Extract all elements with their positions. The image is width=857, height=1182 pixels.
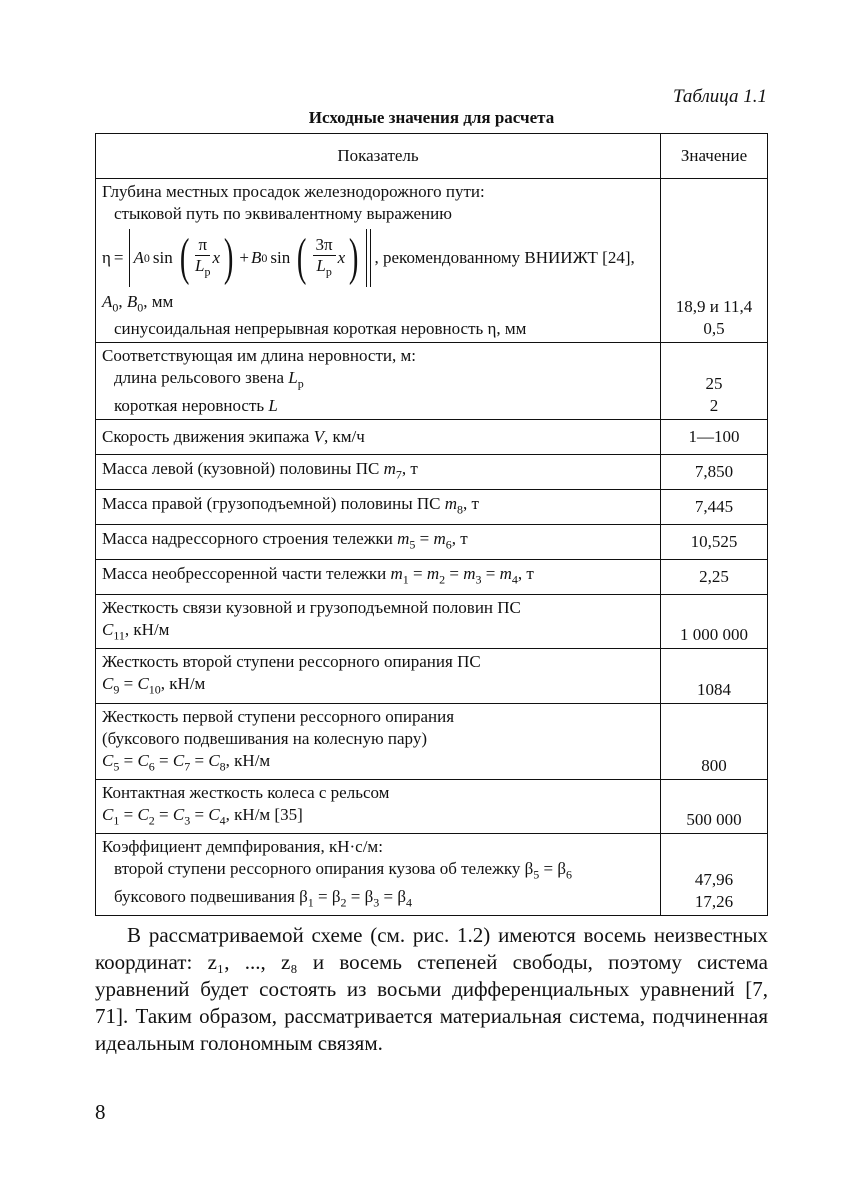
header-value: Значение — [661, 134, 768, 179]
table-row — [96, 559, 768, 594]
param-cell: Жесткость связи кузовной и грузоподъемной половин ПС $C_{11}$, кН/м — [96, 594, 661, 648]
param-cell: Масса правой (грузоподъемной) половины ПС $m_8$, т — [96, 489, 661, 524]
param-cell: Масса необрессоренной части тележки $m_1 = m_2 = m_3 = m_4$, т — [96, 559, 661, 594]
param-cell: Коэффициент демпфирования, кН·с/м: второй ступени рессорного опирания кузова об тележку $\beta_5 = \beta_6$ буксового подвешивания $\beta_1 = \beta_2 = \beta_3 = \beta_4$ — [96, 834, 661, 916]
table-row — [96, 594, 768, 648]
value-cell: 800 — [661, 703, 768, 779]
value-cell: 2,25 — [661, 559, 768, 594]
table-row — [96, 703, 768, 779]
table-row — [96, 779, 768, 833]
param-cell: Масса левой (кузовной) половины ПС $m_7$, т — [96, 454, 661, 489]
row2-line3: короткая неровность L — [114, 395, 278, 415]
row1-line2: стыковой путь по эквивалентному выражению — [114, 204, 452, 223]
value-cell: 10,525 — [661, 524, 768, 559]
table-row — [96, 454, 768, 489]
table-row — [96, 524, 768, 559]
param-cell: Жесткость первой ступени рессорного опирания (буксового подвешивания на колесную пару) $C_5 = C_6 = C_7 = C_8$, кН/м — [96, 703, 661, 779]
table-row — [96, 419, 768, 454]
value-cell: 7,445 — [661, 489, 768, 524]
header-param: Показатель — [96, 134, 661, 179]
table-row — [96, 649, 768, 703]
table-row — [96, 834, 768, 916]
formula-eta: η = A 0 sin ( $\frac{\pi}{L_р}$ x ) + B 0 sin ( $\frac{3\pi}{L_р}$ x ) , рекомендованному ВНИИЖТ [24], — [102, 229, 635, 286]
param-cell — [96, 179, 661, 343]
table-header-row — [96, 134, 768, 179]
body-paragraph: В рассматриваемой схеме (см. рис. 1.2) имеются восемь неизвестных координат: z₁, ..., z₈ и восемь степеней свободы, поэтому система уравнений будет состоять из восьми дифференциальных уравнений [7, 71]. Таким образом, рассматривается материальная система, подчиненная идеальным голономным связям. — [95, 923, 768, 1055]
row2-line2: длина рельсового звена $L_р$ — [114, 368, 304, 391]
table-row — [96, 343, 768, 419]
value-cell: 500 000 — [661, 779, 768, 833]
row1-line5: синусоидальная непрерывная короткая неровность η, мм — [114, 319, 527, 339]
value-cell: 18,9 и 11,4 0,5 — [661, 179, 768, 343]
row2-line1: Соответствующая им длина неровности, м: — [102, 346, 416, 366]
value-cell: 47,96 17,26 — [661, 834, 768, 916]
value-cell: 25 2 — [661, 343, 768, 419]
param-cell: Контактная жесткость колеса с рельсом $C_1 = C_2 = C_3 = C_4$, кН/м [35] — [96, 779, 661, 833]
parameters-table — [95, 133, 768, 916]
table-caption: Таблица 1.1 — [673, 86, 767, 107]
table-row — [96, 489, 768, 524]
value-cell: 1—100 — [661, 419, 768, 454]
row1-line4: $A_0$, $B_0$, мм — [102, 292, 174, 315]
row1-line1: Глубина местных просадок железнодорожного пути: — [102, 182, 485, 201]
value-cell: 7,850 — [661, 454, 768, 489]
formula-suffix: , рекомендованному ВНИИЖТ [24], — [374, 248, 635, 267]
table-title: Исходные значения для расчета — [308, 108, 555, 127]
param-cell: Масса надрессорного строения тележки $m_5 = m_6$, т — [96, 524, 661, 559]
page-number: 8 — [95, 1100, 106, 1124]
value-cell: 1084 — [661, 649, 768, 703]
value-cell: 1 000 000 — [661, 594, 768, 648]
param-cell — [96, 343, 661, 419]
param-cell: Скорость движения экипажа V, км/ч — [96, 419, 661, 454]
param-cell: Жесткость второй ступени рессорного опирания ПС $C_9 = C_{10}$, кН/м — [96, 649, 661, 703]
table-row — [96, 179, 768, 343]
